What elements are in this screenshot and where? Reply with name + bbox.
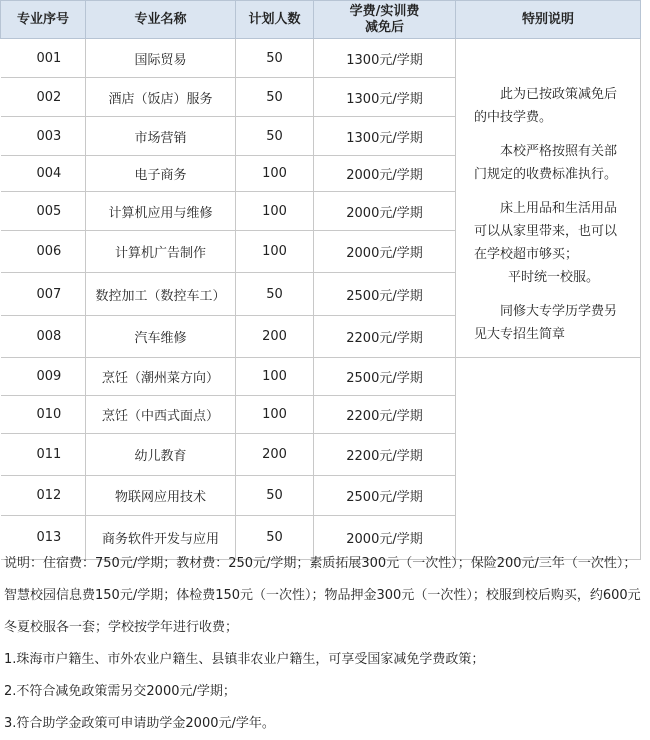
cell-plan: 200	[236, 316, 314, 358]
header-notes: 特别说明	[456, 1, 641, 39]
cell-plan: 100	[236, 192, 314, 231]
cell-fee: 2000元/学期	[314, 516, 456, 560]
cell-name: 物联网应用技术	[86, 476, 236, 516]
cell-name: 计算机应用与维修	[86, 192, 236, 231]
cell-name: 计算机广告制作	[86, 231, 236, 272]
cell-plan: 50	[236, 78, 314, 117]
cell-fee: 1300元/学期	[314, 78, 456, 117]
note-paragraph: 本校严格按照有关部门规定的收费标准执行。	[474, 144, 618, 182]
note-paragraph: 同修大专学历学费另见大专招生简章	[474, 304, 618, 342]
cell-plan: 50	[236, 272, 314, 316]
table-row	[1, 358, 641, 396]
note-paragraph: 床上用品和生活用品可以从家里带来，也可以在学校超市够买；	[474, 201, 618, 262]
cell-fee: 2000元/学期	[314, 231, 456, 272]
footer-line: 冬夏校服各一套；学校按学年进行收费；	[4, 620, 239, 635]
cell-plan: 100	[236, 396, 314, 434]
cell-plan: 100	[236, 156, 314, 192]
cell-name: 汽车维修	[86, 316, 236, 358]
header-fee-line1: 学费/实训费	[349, 3, 420, 19]
cell-name: 市场营销	[86, 117, 236, 156]
footer-line: 1.珠海市户籍生、市外农业户籍生、县镇非农业户籍生，可享受国家减免学费政策；	[4, 652, 485, 667]
header-name: 专业名称	[86, 1, 236, 39]
footer-line: 3.符合助学金政策可申请助学金2000元/学年。	[4, 716, 275, 731]
cell-plan: 50	[236, 39, 314, 78]
cell-seq: 004	[1, 156, 86, 192]
cell-seq: 007	[1, 272, 86, 316]
cell-fee: 2000元/学期	[314, 192, 456, 231]
cell-name: 烹饪（潮州菜方向）	[86, 358, 236, 396]
cell-seq: 010	[1, 396, 86, 434]
header-plan: 计划人数	[236, 1, 314, 39]
cell-fee: 2000元/学期	[314, 156, 456, 192]
cell-plan: 50	[236, 117, 314, 156]
note-paragraph: 平时统一校服。	[508, 270, 600, 285]
cell-name: 电子商务	[86, 156, 236, 192]
cell-name: 数控加工（数控车工）	[86, 272, 236, 316]
cell-seq: 006	[1, 231, 86, 272]
cell-fee: 2200元/学期	[314, 316, 456, 358]
cell-fee: 2500元/学期	[314, 272, 456, 316]
cell-plan: 100	[236, 358, 314, 396]
cell-name: 酒店（饭店）服务	[86, 78, 236, 117]
cell-seq: 003	[1, 117, 86, 156]
footer-line: 2.不符合减免政策需另交2000元/学期；	[4, 684, 236, 699]
footer-line: 说明：住宿费：750元/学期；教材费：250元/学期；素质拓展300元（一次性）；保险200元/三年（一次性）；	[4, 556, 637, 571]
cell-fee: 2500元/学期	[314, 358, 456, 396]
cell-plan: 200	[236, 434, 314, 476]
cell-fee: 2500元/学期	[314, 476, 456, 516]
cell-name: 商务软件开发与应用	[86, 516, 236, 560]
cell-seq: 012	[1, 476, 86, 516]
header-fee	[314, 1, 456, 39]
note-paragraph: 此为已按政策减免后的中技学费。	[474, 87, 618, 125]
header-seq: 专业序号	[1, 1, 86, 39]
cell-seq: 002	[1, 78, 86, 117]
cell-seq: 001	[1, 39, 86, 78]
cell-seq: 013	[1, 516, 86, 560]
cell-name: 国际贸易	[86, 39, 236, 78]
cell-plan: 50	[236, 516, 314, 560]
cell-seq: 008	[1, 316, 86, 358]
header-fee-line2: 减免后	[364, 19, 404, 35]
fee-table-body	[1, 39, 641, 560]
table-row	[1, 39, 641, 78]
notes-cell	[456, 39, 641, 358]
cell-fee: 2200元/学期	[314, 396, 456, 434]
notes-blank-cell	[456, 358, 641, 560]
footer-line: 智慧校园信息费150元/学期；体检费150元（一次性）；物品押金300元（一次性）；校服到校后购买，约600元	[4, 588, 641, 603]
cell-name: 烹饪（中西式面点）	[86, 396, 236, 434]
cell-seq: 009	[1, 358, 86, 396]
cell-fee: 1300元/学期	[314, 117, 456, 156]
cell-plan: 100	[236, 231, 314, 272]
cell-fee: 1300元/学期	[314, 39, 456, 78]
cell-seq: 011	[1, 434, 86, 476]
footer-notes	[4, 548, 644, 740]
cell-seq: 005	[1, 192, 86, 231]
cell-fee: 2200元/学期	[314, 434, 456, 476]
cell-plan: 50	[236, 476, 314, 516]
cell-name: 幼儿教育	[86, 434, 236, 476]
header-row	[1, 1, 641, 39]
